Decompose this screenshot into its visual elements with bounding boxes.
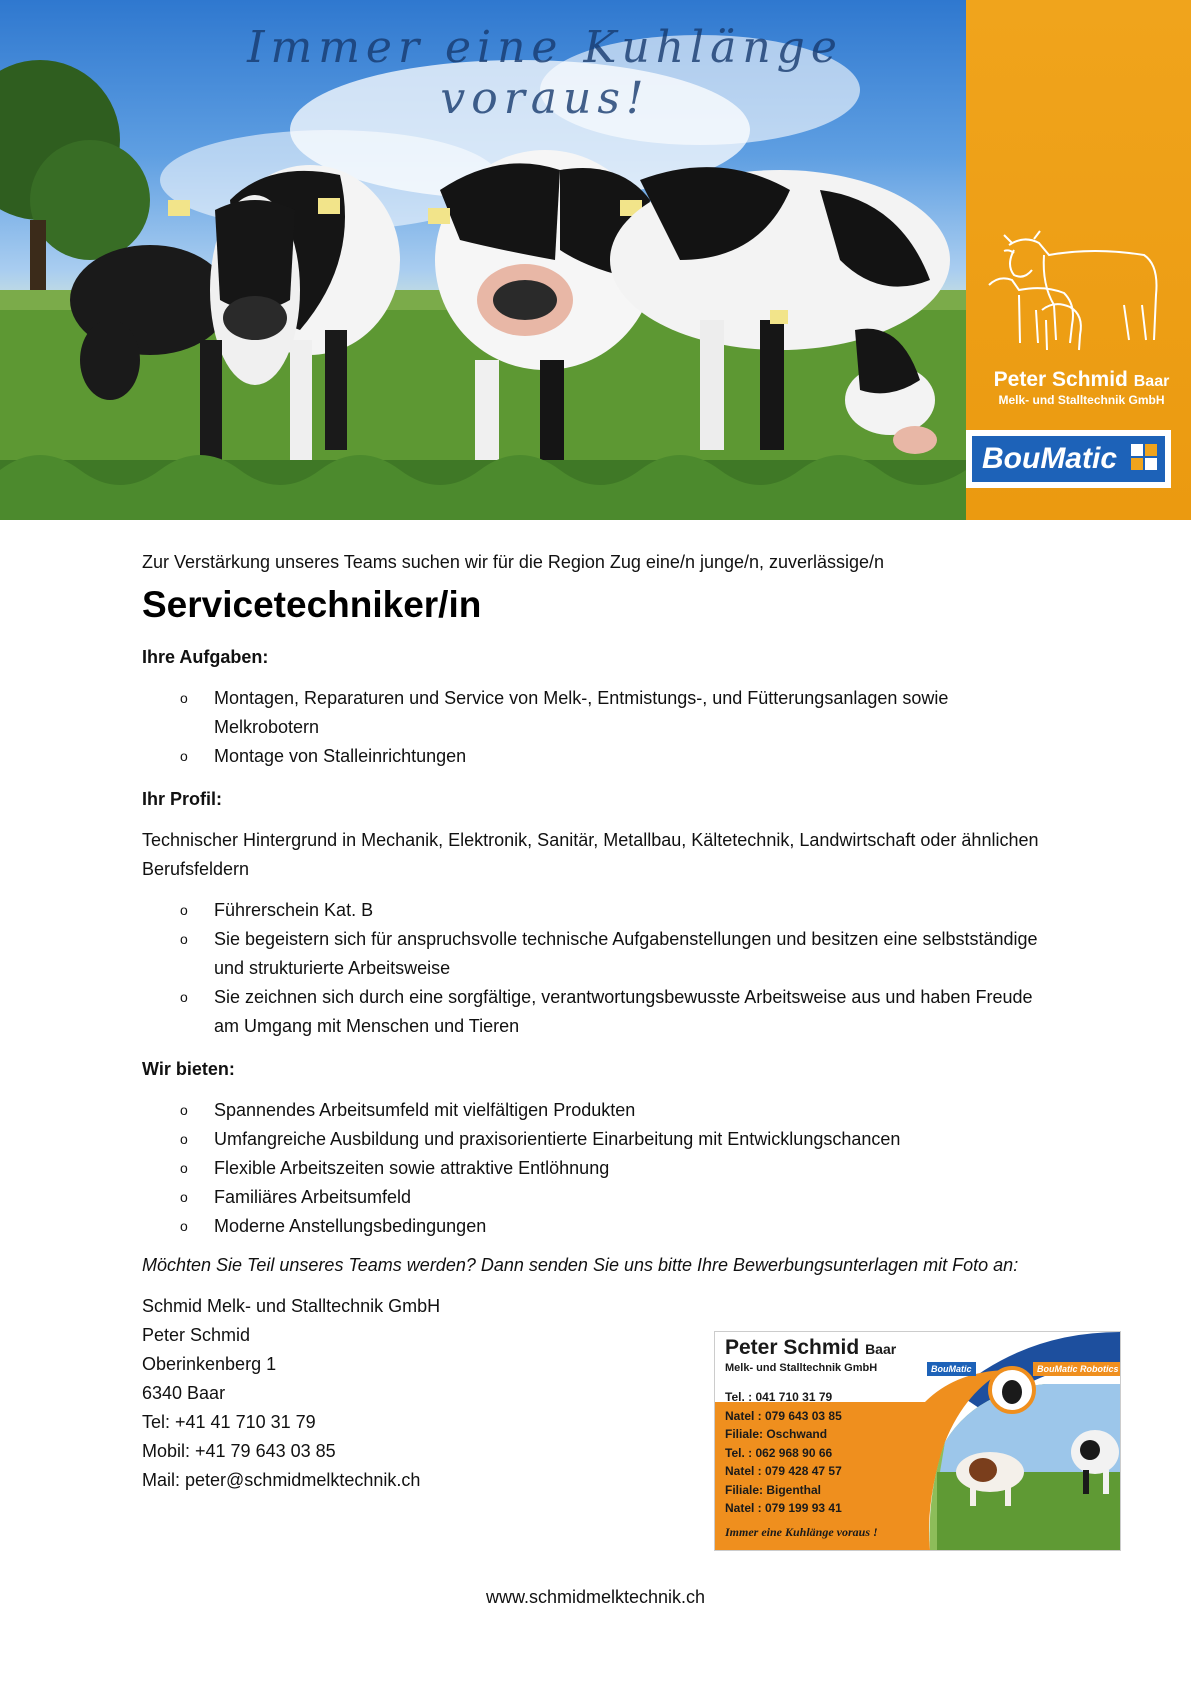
card-location: Baar <box>865 1341 897 1357</box>
bullet-icon: o <box>180 1160 188 1176</box>
bullet-icon: o <box>180 1131 188 1147</box>
card-line: Tel. : 062 968 90 66 <box>725 1445 833 1460</box>
brand-panel <box>966 0 1191 520</box>
bullet-icon: o <box>180 748 188 764</box>
card-boumatic-robotics-badge: BouMatic Robotics <box>1033 1362 1121 1376</box>
list-item: o Familiäres Arbeitsumfeld <box>142 1183 1042 1212</box>
list-item: o Montage von Stalleinrichtungen <box>142 742 1042 771</box>
application-call-to-action: Möchten Sie Teil unseres Teams werden? Dann senden Sie uns bitte Ihre Bewerbungsunterlagen mit Foto an: <box>142 1255 1019 1275</box>
bullet-icon: o <box>180 1218 188 1234</box>
panel-location: Baar <box>1133 373 1170 390</box>
bullet-icon: o <box>180 1189 188 1205</box>
hero-banner <box>0 0 1191 520</box>
list-item: o Moderne Anstellungsbedingungen <box>142 1212 1042 1241</box>
profile-list <box>142 896 1042 1041</box>
card-line: Natel : 079 428 47 57 <box>725 1464 842 1478</box>
bullet-icon: o <box>180 902 188 918</box>
address-city: 6340 Baar <box>142 1383 226 1403</box>
job-title: Servicetechniker/in <box>142 584 482 625</box>
bullet-icon: o <box>180 931 188 947</box>
panel-subtitle: Melk- und Stalltechnik GmbH <box>998 393 1165 407</box>
card-line: Filiale: Oschwand <box>725 1427 828 1441</box>
card-company-name: Peter Schmid Baar <box>725 1336 897 1359</box>
boumatic-mark-icon <box>1131 444 1157 470</box>
cow-line-logo-icon <box>984 225 1174 365</box>
address-mobile: Mobil: +41 79 643 03 85 <box>142 1441 336 1461</box>
bullet-icon: o <box>180 1102 188 1118</box>
address-email[interactable]: Mail: peter@schmidmelktechnik.ch <box>142 1470 421 1490</box>
card-boumatic-badge: BouMatic <box>927 1362 976 1376</box>
address-person: Peter Schmid <box>142 1325 251 1345</box>
profile-heading: Ihr Profil: <box>142 789 222 809</box>
list-item: o Führerschein Kat. B <box>142 896 1042 925</box>
card-line: Filiale: Bigenthal <box>725 1482 822 1497</box>
card-line: Natel : 079 643 03 85 <box>725 1408 842 1423</box>
card-subtitle: Melk- und Stalltechnik GmbH <box>725 1362 878 1374</box>
card-contact-lines <box>725 1388 842 1518</box>
business-card <box>714 1331 1121 1551</box>
list-item: o Flexible Arbeitszeiten sowie attraktive Entlöhnung <box>142 1154 1042 1183</box>
address-street: Oberinkenberg 1 <box>142 1354 277 1374</box>
boumatic-logo-text: BouMatic <box>982 442 1117 475</box>
list-item: o Sie zeichnen sich durch eine sorgfältige, verantwortungsbewusste Arbeitsweise aus und haben Freude am Umgang mit Menschen und Tieren <box>142 983 1042 1041</box>
intro-text: Zur Verstärkung unseres Teams suchen wir für die Region Zug eine/n junge/n, zuverlässige/n <box>142 552 885 572</box>
tasks-heading: Ihre Aufgaben: <box>142 647 269 667</box>
list-item: o Sie begeistern sich für anspruchsvolle technische Aufgabenstellungen und besitzen eine selbstständige und strukturierte Arbeitsweise <box>142 925 1042 983</box>
offer-heading: Wir bieten: <box>142 1059 235 1079</box>
card-slogan: Immer eine Kuhlänge voraus ! <box>725 1525 878 1539</box>
list-item: o Montagen, Reparaturen und Service von Melk-, Entmistungs-, und Fütterungsanlagen sowie Melkrobotern <box>142 684 1042 742</box>
address-company: Schmid Melk- und Stalltechnik GmbH <box>142 1296 441 1316</box>
profile-paragraph: Technischer Hintergrund in Mechanik, Elektronik, Sanitär, Metallbau, Kältetechnik, Landwirtschaft oder ähnlichen Berufsfeldern <box>142 830 1039 879</box>
address-phone: Tel: +41 41 710 31 79 <box>142 1412 316 1432</box>
hero-slogan: Immer eine Kuhlänge voraus! <box>247 22 843 124</box>
website-link[interactable]: www.schmidmelktechnik.ch <box>485 1587 706 1607</box>
card-line: Tel. : 041 710 31 79 <box>725 1390 833 1404</box>
tasks-list <box>142 684 1042 771</box>
offer-list <box>142 1096 1042 1241</box>
panel-company-name: Peter Schmid Baar <box>993 368 1170 391</box>
bullet-icon: o <box>180 690 188 706</box>
bullet-icon: o <box>180 989 188 1005</box>
boumatic-logo <box>966 430 1171 488</box>
cows-photo <box>0 0 966 520</box>
card-line: Natel : 079 199 93 41 <box>725 1501 842 1515</box>
list-item: o Spannendes Arbeitsumfeld mit vielfältigen Produkten <box>142 1096 1042 1125</box>
list-item: o Umfangreiche Ausbildung und praxisorientierte Einarbeitung mit Entwicklungschancen <box>142 1125 1042 1154</box>
